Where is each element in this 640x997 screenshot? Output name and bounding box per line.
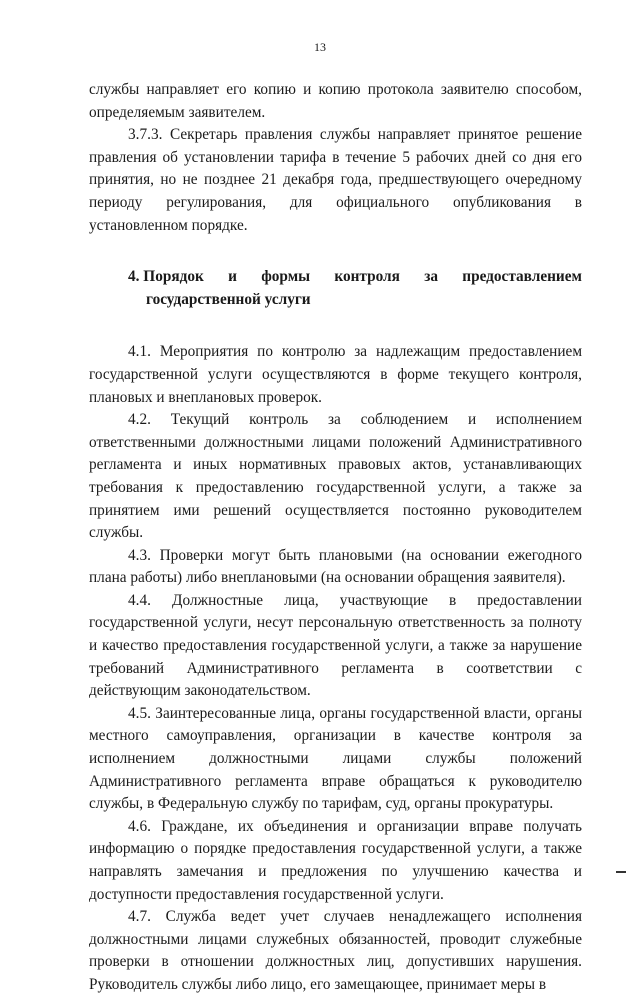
paragraph-4-2: 4.2. Текущий контроль за соблюдением и исполнением ответственными должностными лицами положений Административного регламента и иных нормативных правовых актов, устанавливающих требования к предоставлению государственной услуги, а также за принятием ими решений осуществляется постоянно руководителем службы.	[89, 411, 582, 542]
paragraph-4-6: 4.6. Граждане, их объединения и организации вправе получать информацию о порядке предоставления государственной услуги, а также направлять замечания и предложения по улучшению качества и доступности предоставления государственной услуги.	[89, 817, 582, 903]
scan-mark	[616, 871, 626, 873]
heading-word: 4. Порядок	[128, 268, 204, 286]
section-4-heading	[89, 266, 582, 311]
paragraph-4-1: 4.1. Мероприятия по контролю за надлежащим предоставлением государственной услуги осуществляются в форме текущего контроля, плановых и внеплановых проверок.	[89, 343, 582, 406]
heading-word: за	[424, 268, 438, 286]
page-number: 13	[314, 40, 326, 54]
section-4-heading-line-1	[128, 266, 582, 289]
heading-word: предоставлением	[462, 268, 582, 286]
paragraph-4-5: 4.5. Заинтересованные лица, органы государственной власти, органы местного самоуправления, организации в качестве контроля за исполнением должностными лицами службы положений Административного регламента вправе обращаться к руководителю службы, в Федеральную службу по тарифам, суд, органы прокуратуры.	[89, 704, 582, 813]
heading-word: формы	[261, 268, 311, 286]
section-4-heading-line-2: государственной услуги	[146, 290, 311, 308]
paragraph-3-7-3: 3.7.3. Секретарь правления службы направляет принятое решение правления об установлении тарифа в течение 5 рабочих дней со дня его принятия, но не позднее 21 декабря года, предшествующего очередному периоду регулирования, для официального опубликования в установленном порядке.	[89, 126, 582, 234]
paragraph-4-3: 4.3. Проверки могут быть плановыми (на основании ежегодного плана работы) либо внеплановыми (на основании обращения заявителя).	[89, 546, 582, 587]
heading-word: и	[228, 268, 237, 286]
paragraph-4-4: 4.4. Должностные лица, участвующие в предоставлении государственной услуги, несут персональную ответственность за полноту и качество предоставления государственной услуги, а также за нарушение требований Административного регламента в соответствии с действующим законодательством.	[89, 591, 582, 700]
document-body	[89, 79, 582, 997]
heading-word: контроля	[334, 268, 400, 286]
paragraph-4-7: 4.7. Служба ведет учет случаев ненадлежащего исполнения должностными лицами служебных обязанностей, проводит служебные проверки в отношении должностных лиц, допустивших нарушения. Руководитель службы либо лицо, его замещающее, принимает меры в	[89, 908, 582, 993]
continuation-paragraph: службы направляет его копию и копию протокола заявителю способом, определяемым заявителем.	[89, 81, 582, 121]
